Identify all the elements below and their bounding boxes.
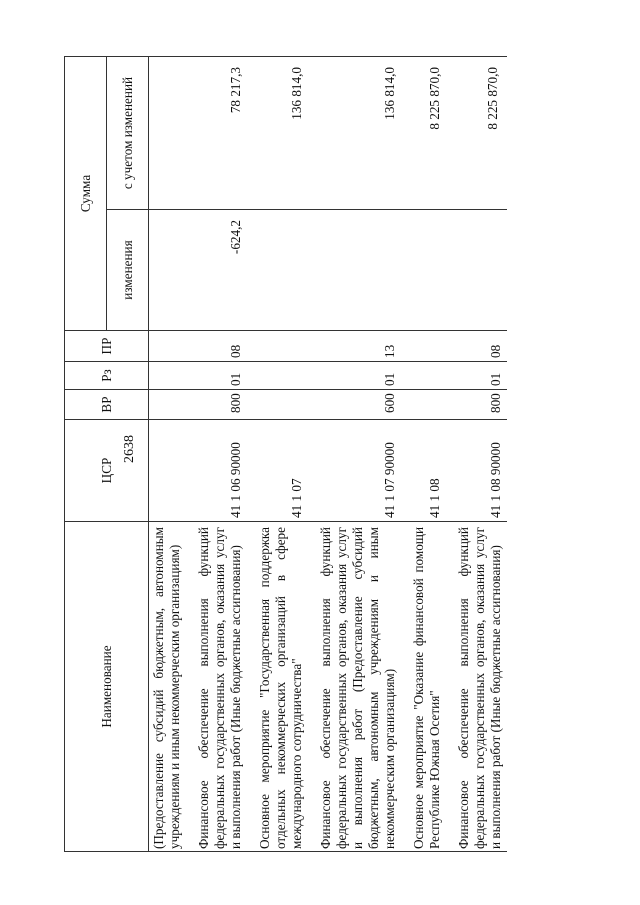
row-change — [149, 210, 187, 331]
row-csr: 41 1 08 90000 — [446, 420, 507, 522]
row-total — [149, 57, 187, 210]
row-pr: 08 — [446, 331, 507, 362]
row-rz — [149, 362, 187, 390]
header-change: изменения — [107, 210, 149, 331]
row-vr: 600 — [308, 390, 401, 420]
row-name: Основное мероприятие "Оказание финансовой помощи Республике Южная Осетия" — [401, 522, 446, 852]
budget-table-page — [64, 57, 589, 852]
header-with-changes: с учетом изменений — [107, 57, 149, 210]
row-pr: 08 — [186, 331, 247, 362]
row-change — [247, 210, 308, 331]
row-vr: 800 — [186, 390, 247, 420]
row-total: 78 217,3 — [186, 57, 247, 210]
table-row — [247, 57, 308, 852]
row-vr — [149, 390, 187, 420]
row-pr — [401, 331, 446, 362]
row-name: Финансовое обеспечение выполнения функций федеральных государственных органов, оказания услуг и выполнения работ (Предоставление субсидий бюджетным, автономным учреждениям и иным некоммерческим организациям) — [308, 522, 401, 852]
table-row — [149, 57, 187, 852]
row-vr — [247, 390, 308, 420]
row-change — [446, 210, 507, 331]
row-csr — [149, 420, 187, 522]
table-row — [446, 57, 507, 852]
row-rz — [247, 362, 308, 390]
row-rz: 01 — [308, 362, 401, 390]
row-csr: 41 1 07 90000 — [308, 420, 401, 522]
header-name: Наименование — [65, 522, 149, 852]
header-rz: Рз — [65, 362, 149, 390]
row-csr: 41 1 07 — [247, 420, 308, 522]
row-name: (Предоставление субсидий бюджетным, автономным учреждениям и иным некоммерческим организациям) — [149, 522, 187, 852]
table-body — [149, 57, 508, 852]
header-csr: ЦСР — [65, 420, 149, 522]
row-csr: 41 1 08 — [401, 420, 446, 522]
table-row — [308, 57, 401, 852]
row-pr — [247, 331, 308, 362]
row-total: 8 225 870,0 — [446, 57, 507, 210]
row-total: 136 814,0 — [247, 57, 308, 210]
row-pr: 13 — [308, 331, 401, 362]
row-change: -624,2 — [186, 210, 247, 331]
budget-table — [64, 56, 507, 852]
row-change — [401, 210, 446, 331]
row-total: 8 225 870,0 — [401, 57, 446, 210]
row-rz — [401, 362, 446, 390]
row-change — [308, 210, 401, 331]
page-number: 2638 — [122, 435, 137, 463]
table-row — [401, 57, 446, 852]
row-name: Финансовое обеспечение выполнения функций федеральных государственных органов, оказания услуг и выполнения работ (Иные бюджетные ассигнования) — [186, 522, 247, 852]
table-row — [186, 57, 247, 852]
header-vr: ВР — [65, 390, 149, 420]
row-vr — [401, 390, 446, 420]
row-rz: 01 — [446, 362, 507, 390]
row-rz: 01 — [186, 362, 247, 390]
header-pr: ПР — [65, 331, 149, 362]
header-sum: Сумма — [65, 57, 107, 331]
row-total: 136 814,0 — [308, 57, 401, 210]
row-pr — [149, 331, 187, 362]
row-name: Основное мероприятие "Государственная поддержка отдельных некоммерческих организаций в сфере международного сотрудничества" — [247, 522, 308, 852]
row-vr: 800 — [446, 390, 507, 420]
row-csr: 41 1 06 90000 — [186, 420, 247, 522]
row-name: Финансовое обеспечение выполнения функций федеральных государственных органов, оказания услуг и выполнения работ (Иные бюджетные ассигнования) — [446, 522, 507, 852]
